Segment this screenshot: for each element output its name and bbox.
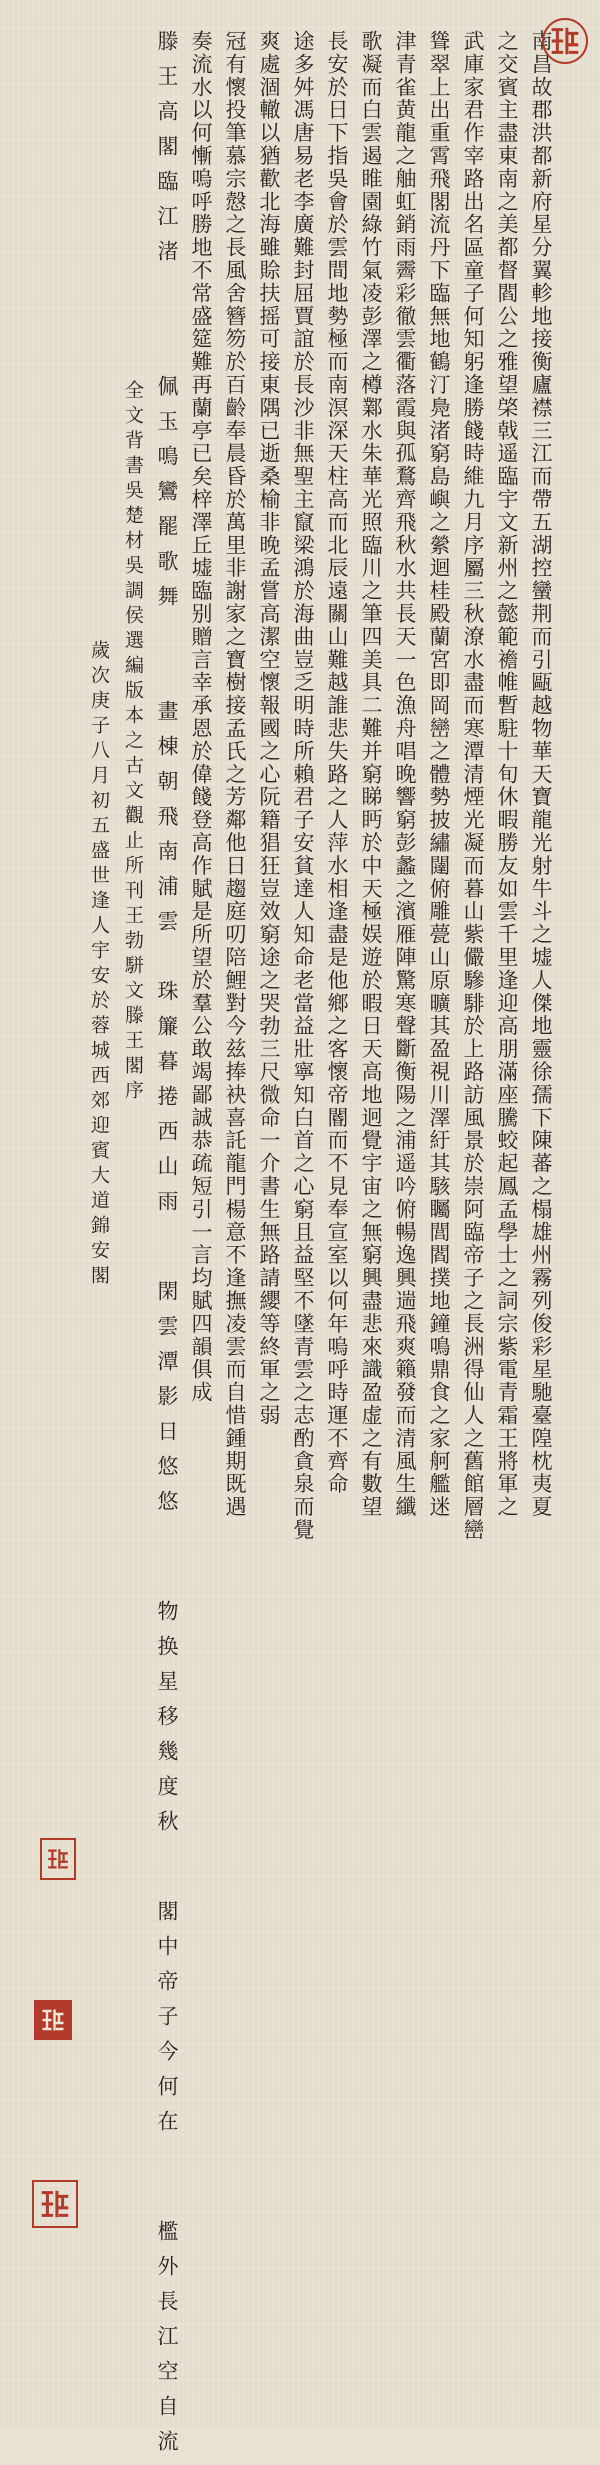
text-column: 冠有懷投筆慕宗慤之長風舍簪笏於百齡奉晨昏於萬里非謝家之寶樹接孟氏之芳鄰他日趨庭叨陪鯉對今兹捧袂喜託龍門楊意不逢撫凌雲而自惜鍾期既遇 bbox=[223, 30, 247, 1519]
name-seal bbox=[34, 2000, 72, 2040]
text-column: 津青雀黄龍之舳虹銷雨霽彩徹雲衢落霞與孤鶩齊飛秋水共長天一色漁舟唱晚響窮彭蠡之濱雁陣驚寒聲斷衡陽之浦遥吟俯暢逸興遄飛爽籟發而清風生纖 bbox=[393, 30, 417, 1519]
text-column: 珠簾暮捲西山雨 bbox=[155, 980, 179, 1225]
text-column: 長安於日下指吳會於雲間地勢極而南溟深天柱高而北辰遠關山難越誰悲失路之人萍水相逢盡是他鄉之客懷帝閽而不見奉宣室以何年嗚呼時運不齊命 bbox=[325, 30, 349, 1496]
text-column: 閣中帝子今何在 bbox=[155, 1900, 179, 2145]
head-seal bbox=[542, 18, 588, 64]
text-column: 之交賓主盡東南之美都督閻公之雅望棨戟遥臨宇文新州之懿範襜帷暫駐十旬休暇勝友如雲千里逢迎高朋滿座騰蛟起鳳孟學士之詞宗紫電青霜王將軍之 bbox=[495, 30, 519, 1519]
text-column: 滕王高閣臨江渚 bbox=[155, 30, 179, 275]
text-column: 物换星移幾度秋 bbox=[155, 1600, 179, 1845]
text-column: 聳翠上出重霄飛閣流丹下臨無地鶴汀鳧渚窮島嶼之縈迴桂殿蘭宮即岡巒之體勢披繡闥俯雕甍山原曠其盈視川澤紆其駭矚閭閻撲地鐘鳴鼎食之家舸艦迷 bbox=[427, 30, 451, 1519]
text-column: 歌凝而白雲遏睢園綠竹氣凌彭澤之樽鄴水朱華光照臨川之筆四美具二難并窮睇眄於中天極娱遊於暇日天高地迥覺宇宙之無窮興盡悲來識盈虚之有數望 bbox=[359, 30, 383, 1519]
text-column: 途多舛馮唐易老李廣難封屈賈誼於長沙非無聖主竄梁鴻於海曲豈乏明時所賴君子安貧達人知命老當益壯寧知白首之心窮且益堅不墜青雲之志酌貪泉而覺 bbox=[291, 30, 315, 1542]
text-column: 閑雲潭影日悠悠 bbox=[155, 1280, 179, 1525]
studio-seal bbox=[32, 2180, 78, 2228]
motto-seal bbox=[40, 1838, 76, 1880]
text-column: 全文背書吳楚材吳調侯選編版本之古文觀止所刊王勃駢文滕王閣序 bbox=[122, 380, 144, 1105]
text-column: 畫棟朝飛南浦雲 bbox=[155, 700, 179, 945]
text-column: 武庫家君作宰路出名區童子何知躬逢勝餞時維九月序屬三秋潦水盡而寒潭清煙光凝而暮山紫儼驂騑於上路訪風景於崇阿臨帝子之長洲得仙人之舊館層巒 bbox=[461, 30, 485, 1542]
text-column: 爽處涸轍以猶歡北海雖賒扶摇可接東隅已逝桑榆非晚孟嘗高潔空懷報國之心阮籍猖狂豈效窮途之哭勃三尺微命一介書生無路請纓等終軍之弱 bbox=[257, 30, 281, 1427]
text-column: 佩玉鳴鸞罷歌舞 bbox=[155, 375, 179, 620]
text-column: 奏流水以何慚嗚呼勝地不常盛筵難再蘭亭已矣梓澤丘墟臨别贈言幸承恩於偉餞登高作賦是所望於羣公敢竭鄙誠恭疏短引一言均賦四韻俱成 bbox=[189, 30, 213, 1404]
text-column: 南昌故郡洪都新府星分翼軫地接衡廬襟三江而帶五湖控蠻荆而引甌越物華天寶龍光射牛斗之墟人傑地靈徐孺下陳蕃之榻雄州霧列俊彩星馳臺隍枕夷夏 bbox=[529, 30, 553, 1519]
text-column: 檻外長江空自流 bbox=[155, 2220, 179, 2465]
text-column: 歲次庚子八月初五盛世逢人宇安於蓉城西郊迎賓大道錦安閣 bbox=[88, 640, 110, 1290]
